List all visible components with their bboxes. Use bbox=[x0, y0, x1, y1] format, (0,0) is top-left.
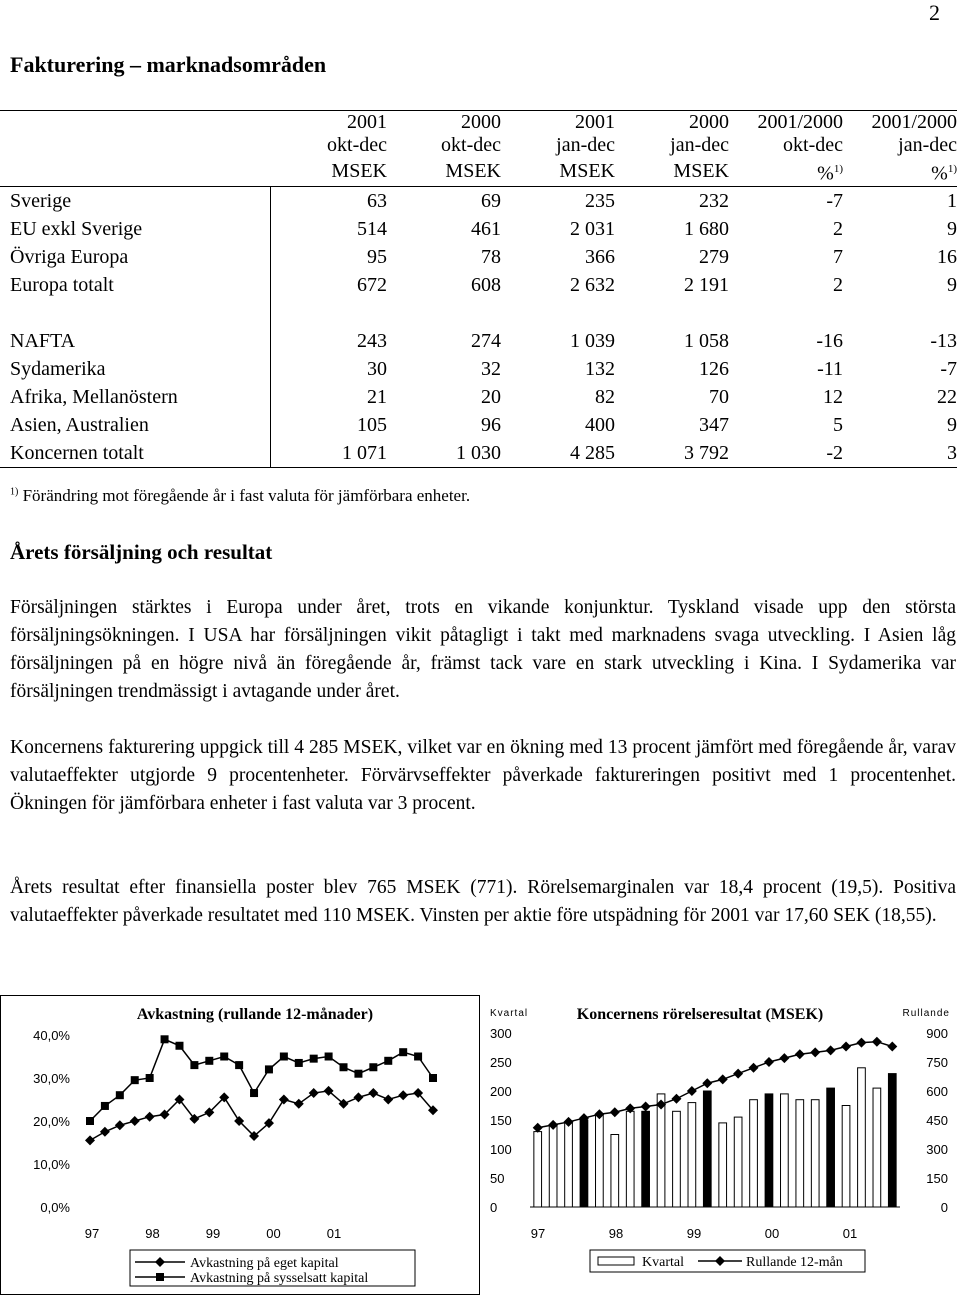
row-label: Afrika, Mellanöstern bbox=[10, 385, 178, 408]
x-tick-label: 97 bbox=[530, 1226, 546, 1241]
table-row bbox=[0, 355, 957, 383]
series-line bbox=[538, 1042, 893, 1128]
data-point-marker bbox=[146, 1074, 154, 1082]
bar bbox=[703, 1091, 711, 1207]
table-cell: -16 bbox=[816, 329, 843, 352]
table-cell: 69 bbox=[387, 186, 501, 215]
data-point-marker bbox=[325, 1053, 333, 1061]
row-label: Koncernen totalt bbox=[0, 439, 271, 468]
bar bbox=[734, 1117, 742, 1207]
column-header: MSEK bbox=[673, 160, 729, 183]
x-tick-label: 01 bbox=[326, 1226, 342, 1241]
table-cell: 1 039 bbox=[570, 329, 615, 352]
series-line bbox=[90, 1039, 433, 1121]
header-blank bbox=[0, 158, 271, 187]
table-cell: 1 bbox=[843, 186, 957, 215]
data-point-marker bbox=[101, 1102, 109, 1110]
data-point-marker bbox=[841, 1042, 851, 1052]
x-tick-label: 98 bbox=[145, 1226, 160, 1241]
column-header: jan-dec bbox=[556, 134, 615, 157]
data-point-marker bbox=[353, 1092, 363, 1102]
series-line bbox=[90, 1091, 433, 1140]
data-point-marker bbox=[130, 1116, 140, 1126]
operating-result-chart bbox=[480, 995, 960, 1295]
table-cell: 132 bbox=[585, 357, 615, 380]
column-header: MSEK bbox=[445, 160, 501, 183]
table-cell: 608 bbox=[471, 273, 501, 296]
row-label: Övriga Europa bbox=[10, 245, 129, 268]
data-point-marker bbox=[340, 1063, 348, 1071]
bar bbox=[642, 1111, 650, 1207]
bar bbox=[796, 1100, 804, 1207]
market-table bbox=[0, 110, 957, 468]
data-point-marker bbox=[384, 1057, 392, 1065]
data-point-marker bbox=[86, 1117, 94, 1125]
table-cell: -13 bbox=[930, 329, 957, 352]
table-cell: 1 058 bbox=[684, 329, 729, 352]
row-label: NAFTA bbox=[10, 329, 76, 352]
paragraph-result: Årets resultat efter finansiella poster blev 765 MSEK (771). Rörelsemarginalen var 18,4 procent (19,5). Positiva valutaeffekter påverkade resultatet med 110 MSEK. Vinsten per aktie före utspädning för 2001 var 17,60 SEK (18,55). bbox=[10, 877, 956, 926]
data-point-marker bbox=[295, 1059, 303, 1067]
data-point-marker bbox=[399, 1048, 407, 1056]
data-point-marker bbox=[779, 1053, 789, 1063]
return-chart bbox=[0, 995, 480, 1295]
table-cell: 2 191 bbox=[684, 273, 729, 296]
left-tick-label: 300 bbox=[490, 1026, 512, 1041]
footnote: $^{1)}$ Förändring mot föregående år i fast valuta för jämförbara enheter. bbox=[10, 486, 471, 505]
bar bbox=[657, 1094, 665, 1207]
y-tick-label: 40,0% bbox=[33, 1028, 70, 1043]
table-cell: 9 bbox=[947, 217, 957, 240]
data-point-marker bbox=[383, 1095, 393, 1105]
table-cell: 235 bbox=[501, 186, 615, 215]
table-row bbox=[0, 271, 957, 299]
legend-label: Avkastning på sysselsatt kapital bbox=[190, 1271, 369, 1286]
x-tick-label: 99 bbox=[205, 1226, 221, 1241]
data-point-marker bbox=[279, 1095, 289, 1105]
table-cell: 78 bbox=[481, 245, 501, 268]
table-cell: 63 bbox=[271, 186, 388, 215]
row-label: Sverige bbox=[0, 186, 271, 215]
bar bbox=[827, 1088, 835, 1207]
data-point-marker bbox=[310, 1055, 318, 1063]
bar bbox=[873, 1088, 881, 1207]
table-cell: 7 bbox=[833, 245, 843, 268]
data-point-marker bbox=[369, 1063, 377, 1071]
table-cell: 232 bbox=[615, 186, 729, 215]
page-title: Fakturering – marknadsområden bbox=[10, 52, 327, 77]
column-header: 2000 bbox=[387, 111, 501, 135]
column-header: jan-dec bbox=[898, 134, 957, 157]
data-point-marker bbox=[764, 1057, 774, 1067]
data-point-marker bbox=[100, 1127, 110, 1137]
table-cell: 1 071 bbox=[271, 439, 388, 468]
header-blank bbox=[0, 111, 271, 135]
column-header: MSEK bbox=[559, 160, 615, 183]
bar bbox=[858, 1068, 866, 1207]
bar bbox=[888, 1074, 896, 1207]
right-tick-label: 450 bbox=[926, 1113, 948, 1128]
bar bbox=[842, 1106, 850, 1208]
legend-marker bbox=[156, 1273, 164, 1281]
table-row bbox=[0, 186, 957, 215]
x-tick-label: 00 bbox=[764, 1226, 780, 1241]
table-cell: -2 bbox=[729, 439, 843, 468]
bar bbox=[596, 1114, 604, 1207]
data-point-marker bbox=[887, 1042, 897, 1052]
bar bbox=[765, 1094, 773, 1207]
row-label: Sydamerika bbox=[10, 357, 106, 380]
x-tick-label: 97 bbox=[84, 1226, 100, 1241]
column-header: 2001 bbox=[501, 111, 615, 135]
bar bbox=[719, 1123, 727, 1207]
table-cell: 1 680 bbox=[684, 217, 729, 240]
left-tick-label: 200 bbox=[490, 1084, 512, 1099]
left-tick-label: 250 bbox=[490, 1055, 512, 1070]
table-cell: 461 bbox=[471, 217, 501, 240]
data-point-marker bbox=[856, 1038, 866, 1048]
table-cell: 5 bbox=[833, 413, 843, 436]
table-cell: 3 bbox=[843, 439, 957, 468]
column-header: %$^{1)}$ bbox=[931, 162, 957, 185]
bar bbox=[750, 1100, 758, 1207]
row-label: Europa totalt bbox=[10, 273, 114, 296]
bar bbox=[534, 1132, 542, 1207]
table-cell: 2 031 bbox=[570, 217, 615, 240]
table-cell: 96 bbox=[481, 413, 501, 436]
data-point-marker bbox=[398, 1090, 408, 1100]
data-point-marker bbox=[671, 1094, 681, 1104]
table-cell: 400 bbox=[585, 413, 615, 436]
right-tick-label: 150 bbox=[926, 1171, 948, 1186]
data-point-marker bbox=[429, 1074, 437, 1082]
bar bbox=[673, 1111, 681, 1207]
x-tick-label: 00 bbox=[266, 1226, 281, 1241]
legend-label: Rullande 12-mån bbox=[746, 1255, 843, 1270]
data-point-marker bbox=[161, 1035, 169, 1043]
column-header: 2001/2000 bbox=[729, 111, 843, 135]
data-point-marker bbox=[116, 1091, 124, 1099]
right-tick-label: 0 bbox=[940, 1200, 948, 1215]
x-tick-label: 01 bbox=[842, 1226, 858, 1241]
table-cell: 9 bbox=[947, 413, 957, 436]
bar bbox=[549, 1126, 557, 1207]
x-tick-label: 98 bbox=[608, 1226, 624, 1241]
table-cell: 9 bbox=[947, 273, 957, 296]
data-point-marker bbox=[826, 1045, 836, 1055]
data-point-marker bbox=[810, 1047, 820, 1057]
chart-title: Koncernens rörelseresultat (MSEK) bbox=[576, 1006, 824, 1023]
column-header: 2000 bbox=[615, 111, 729, 135]
table-cell: 30 bbox=[271, 355, 388, 383]
table-cell: 126 bbox=[699, 357, 729, 380]
data-point-marker bbox=[872, 1037, 882, 1047]
table-cell: 279 bbox=[699, 245, 729, 268]
data-point-marker bbox=[354, 1070, 362, 1078]
column-header: okt-dec bbox=[441, 134, 501, 157]
data-point-marker bbox=[368, 1088, 378, 1098]
column-header: okt-dec bbox=[783, 134, 843, 157]
table-row bbox=[0, 383, 957, 411]
data-point-marker bbox=[641, 1101, 651, 1111]
data-point-marker bbox=[702, 1078, 712, 1088]
header-blank bbox=[0, 134, 271, 157]
data-point-marker bbox=[85, 1135, 95, 1145]
data-point-marker bbox=[687, 1086, 697, 1096]
table-cell: 2 bbox=[833, 217, 843, 240]
table-row bbox=[0, 243, 957, 271]
table-cell: 274 bbox=[471, 329, 501, 352]
right-tick-label: 600 bbox=[926, 1084, 948, 1099]
data-point-marker bbox=[610, 1107, 620, 1117]
table-cell: 243 bbox=[271, 327, 388, 355]
left-tick-label: 150 bbox=[490, 1113, 512, 1128]
table-cell: 12 bbox=[823, 385, 843, 408]
right-tick-label: 300 bbox=[926, 1142, 948, 1157]
bar bbox=[611, 1135, 619, 1208]
data-point-marker bbox=[265, 1065, 273, 1073]
legend-swatch bbox=[598, 1257, 634, 1265]
data-point-marker bbox=[175, 1042, 183, 1050]
table-cell: -7 bbox=[729, 186, 843, 215]
row-label: Asien, Australien bbox=[10, 413, 149, 436]
data-point-marker bbox=[205, 1057, 213, 1065]
left-tick-label: 50 bbox=[490, 1171, 505, 1186]
table-cell: 22 bbox=[937, 385, 957, 408]
row-label: EU exkl Sverige bbox=[10, 217, 143, 240]
table-cell: 70 bbox=[709, 385, 729, 408]
data-point-marker bbox=[235, 1061, 243, 1069]
data-point-marker bbox=[795, 1049, 805, 1059]
table-row bbox=[0, 439, 957, 468]
table-cell: 95 bbox=[271, 243, 388, 271]
table-cell: 2 632 bbox=[570, 273, 615, 296]
data-point-marker bbox=[749, 1063, 759, 1073]
table-cell: -11 bbox=[817, 357, 843, 380]
table-cell: 347 bbox=[699, 413, 729, 436]
paragraph-invoicing: Koncernens fakturering uppgick till 4 285 MSEK, vilket var en ökning med 13 procent jämfört med föregående år, varav valutaeffekter utgjorde 9 procentenheter. Förvärvseffekter påverkade faktureringen positivt med 1 procentenhet. Ökningen för jämförbara enheter i fast valuta var 3 procent. bbox=[10, 737, 956, 814]
data-point-marker bbox=[733, 1069, 743, 1079]
table-cell: 2 bbox=[833, 273, 843, 296]
table-cell: 366 bbox=[585, 245, 615, 268]
data-point-marker bbox=[250, 1089, 258, 1097]
table-cell: 32 bbox=[481, 357, 501, 380]
bar bbox=[781, 1094, 789, 1207]
data-point-marker bbox=[280, 1053, 288, 1061]
table-cell: 105 bbox=[271, 411, 388, 439]
data-point-marker bbox=[131, 1076, 139, 1084]
data-point-marker bbox=[718, 1074, 728, 1084]
data-point-marker bbox=[190, 1061, 198, 1069]
page-number: 2 bbox=[929, 0, 940, 25]
table-cell: 3 792 bbox=[615, 439, 729, 468]
y-tick-label: 30,0% bbox=[33, 1071, 70, 1086]
table-cell: -7 bbox=[940, 357, 957, 380]
left-axis-label: Kvartal bbox=[490, 1008, 529, 1019]
legend-label: Kvartal bbox=[642, 1255, 684, 1270]
bar bbox=[580, 1120, 588, 1207]
table-cell: 514 bbox=[271, 215, 388, 243]
data-point-marker bbox=[220, 1053, 228, 1061]
table-row bbox=[0, 327, 957, 355]
table-cell: 21 bbox=[271, 383, 388, 411]
table-cell: 82 bbox=[595, 385, 615, 408]
y-tick-label: 0,0% bbox=[40, 1200, 70, 1215]
chart-title: Avkastning (rullande 12-månader) bbox=[136, 1006, 374, 1023]
column-header: jan-dec bbox=[670, 134, 729, 157]
section-title: Årets försäljning och resultat bbox=[10, 540, 273, 564]
bar bbox=[565, 1123, 573, 1207]
column-header: 2001 bbox=[271, 111, 388, 135]
table-row bbox=[0, 215, 957, 243]
right-tick-label: 750 bbox=[926, 1055, 948, 1070]
data-point-marker bbox=[294, 1099, 304, 1109]
y-tick-label: 10,0% bbox=[33, 1157, 70, 1172]
column-header: okt-dec bbox=[327, 134, 387, 157]
left-tick-label: 100 bbox=[490, 1142, 512, 1157]
table-cell: 4 285 bbox=[501, 439, 615, 468]
left-tick-label: 0 bbox=[490, 1200, 498, 1215]
y-tick-label: 20,0% bbox=[33, 1114, 70, 1129]
table-cell: 1 030 bbox=[387, 439, 501, 468]
right-axis-label: Rullande bbox=[902, 1008, 950, 1019]
table-cell: 672 bbox=[271, 271, 388, 299]
data-point-marker bbox=[145, 1112, 155, 1122]
legend-label: Avkastning på eget kapital bbox=[190, 1256, 339, 1271]
table-row bbox=[0, 411, 957, 439]
data-point-marker bbox=[414, 1053, 422, 1061]
data-point-marker bbox=[115, 1120, 125, 1130]
bar bbox=[811, 1100, 819, 1207]
table-cell: 20 bbox=[481, 385, 501, 408]
table-cell: 16 bbox=[937, 245, 957, 268]
column-header: %$^{1)}$ bbox=[817, 162, 843, 185]
column-header: MSEK bbox=[331, 160, 387, 183]
right-tick-label: 900 bbox=[926, 1026, 948, 1041]
bar bbox=[688, 1103, 696, 1207]
paragraph-sales: Försäljningen stärktes i Europa under året, trots en vikande konjunktur. Tyskland visade upp den största försäljningsökningen. I USA har försäljningen vikit påtagligt i takt med marknadens svaga utveckling. I Asien låg försäljningen på en högre nivå än föregående år, främst tack vare en stark utveckling i Kina. I Sydamerika var försäljningen trendmässigt i avtagande under året. bbox=[10, 597, 956, 702]
x-tick-label: 99 bbox=[686, 1226, 702, 1241]
bar bbox=[626, 1111, 634, 1207]
column-header: 2001/2000 bbox=[843, 111, 957, 135]
data-point-marker bbox=[309, 1088, 319, 1098]
